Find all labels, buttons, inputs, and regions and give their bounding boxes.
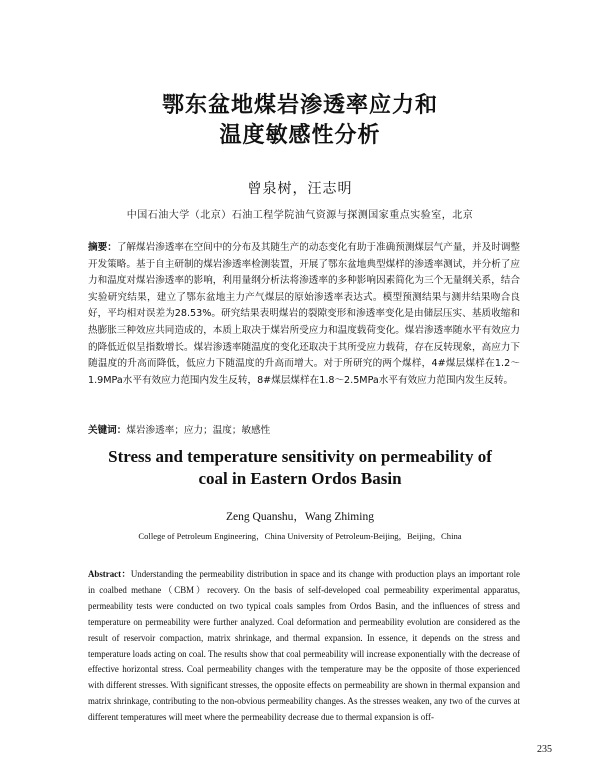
english-abstract-label: Abstract： — [88, 569, 131, 579]
chinese-keywords-label: 关键词： — [88, 425, 127, 436]
chinese-keywords — [88, 422, 520, 436]
chinese-title-line-1: 鄂东盆地煤岩渗透率应力和 — [161, 93, 438, 118]
chinese-affiliation: 中国石油大学（北京）石油工程学院油气资源与探测国家重点实验室，北京 — [126, 210, 474, 221]
chinese-title-line-2: 温度敏感性分析 — [219, 123, 381, 148]
english-abstract-text: Understanding the permeability distribution in space and its change with production plays an important role in coalbed methane（CBM）recovery. On the basis of self-developed coal permeability experimental apparatus, permeability tests were conducted on two typical coals samples from Ordos Basin, and the influences of stress and temperature on permeability were further analyzed. Coal deformation and permeability evolution are considered as the result of reservoir compaction, matrix shrinkage, and thermal expansion. In essence, it depends on the stress and temperature loads acting on coal. The results show that coal permeability will increase exponentially with the decrease of effective horizontal stress. Coal permeability changes with the temperature may be the opposite of those experienced with different stresses. With significant stresses, the opposite effects on permeability are shown in thermal expansion and matrix shrinkage, contributing to the non-obvious permeability changes. As the stresses weaken, any two of the curves at different temperatures will meet where the permeability decrease due to thermal expansion is off- — [88, 569, 520, 723]
chinese-abstract — [88, 240, 520, 389]
english-title-line-2: coal in Eastern Ordos Basin — [198, 469, 402, 488]
english-affiliation: College of Petroleum Engineering，China University of Petroleum-Beijing，Beijing，China — [138, 531, 462, 541]
english-title-line-1: Stress and temperature sensitivity on permeability of — [108, 447, 492, 466]
chinese-keywords-text: 煤岩渗透率；应力；温度；敏感性 — [126, 425, 271, 436]
english-abstract — [88, 567, 520, 726]
chinese-authors: 曾泉树，汪志明 — [247, 181, 353, 197]
english-authors: Zeng Quanshu，Wang Zhiming — [226, 511, 374, 523]
chinese-abstract-label: 摘要： — [88, 242, 117, 253]
chinese-abstract-text: 了解煤岩渗透率在空间中的分布及其随生产的动态变化有助于准确预测煤层气产量，并及时调整开发策略。基于自主研制的煤岩渗透率检测装置，开展了鄂东盆地典型煤样的渗透率测试，并分析了应力和温度对煤岩渗透率的影响，利用量纲分析法将渗透率的多种影响因素简化为三个无量纲关系，结合实验研究结果，建立了鄂东盆地主力产气煤层的原始渗透率表达式。模型预测结果与测井结果吻合良好，平均相对误差为28.53%。研究结果表明煤岩的裂隙变形和渗透率变化是由储层压实、基质收缩和热膨胀三种效应共同造成的，本质上取决于煤岩所受应力和温度载荷变化。煤岩渗透率随水平有效应力的降低近似呈指数增长。煤岩渗透率随温度的变化还取决于其所受应力载荷，存在反转现象，高应力下随温度的升高而降低，低应力下随温度的升高而增大。对于所研究的两个煤样，4#煤层煤样在1.2～1.9MPa水平有效应力范围内发生反转，8#煤层煤样在1.8～2.5MPa水平有效应力范围内发生反转。 — [88, 242, 521, 386]
page-number: 235 — [537, 744, 552, 755]
